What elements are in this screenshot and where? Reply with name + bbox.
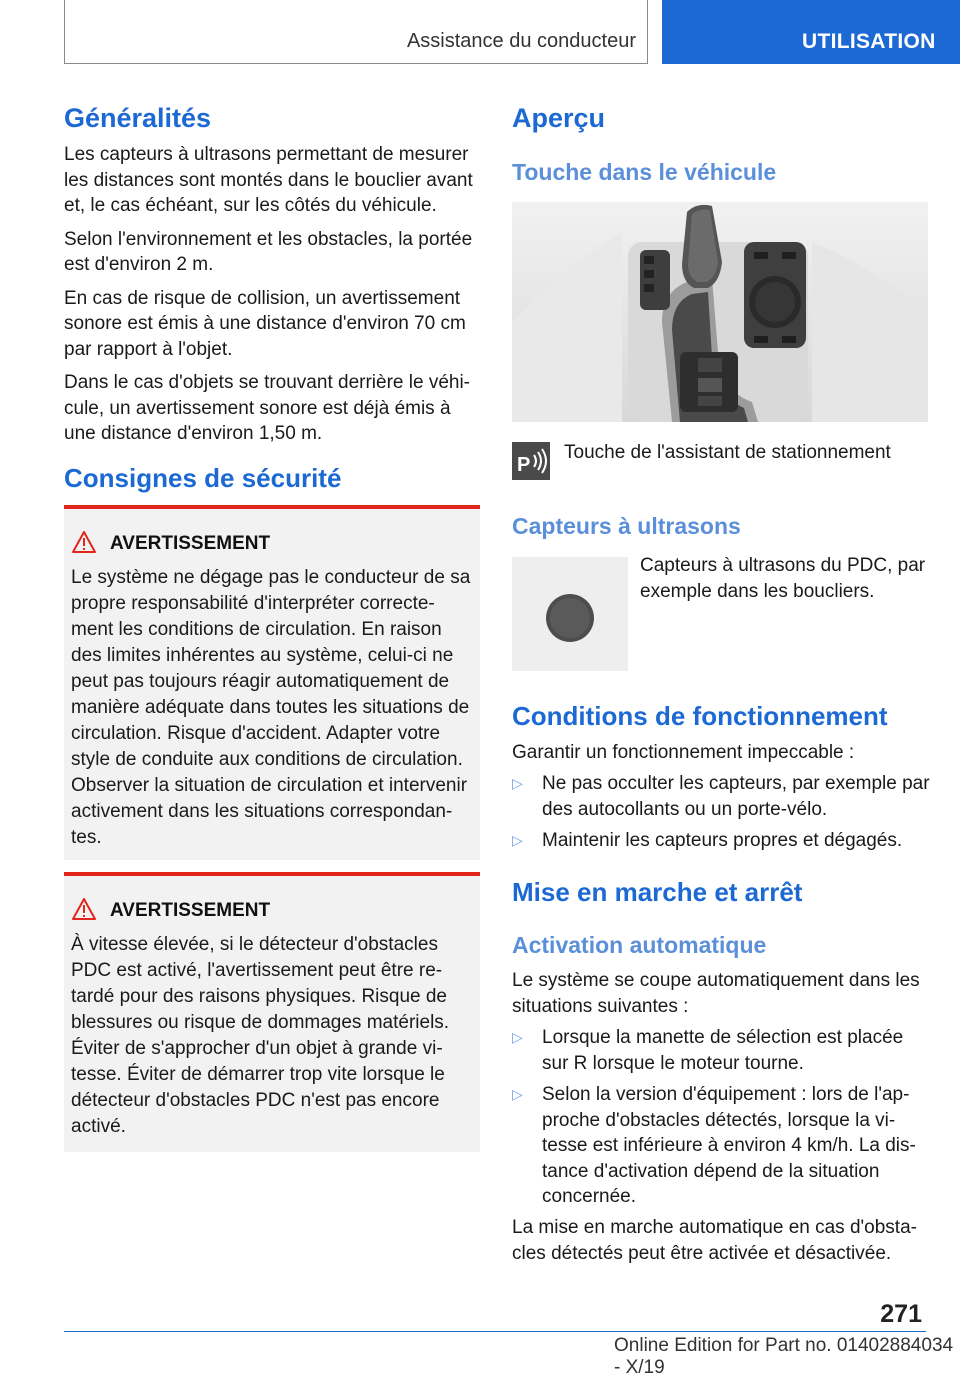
- section-tab-label: UTILISATION: [802, 30, 936, 53]
- text-line: En cas de risque de collision, un avertissement: [64, 287, 461, 309]
- text-line: Le système ne dégage pas le conducteur de sa: [71, 567, 471, 588]
- text-line: Lorsque la manette de sélection est placée: [542, 1027, 904, 1048]
- heading-activation: Activation automatique: [512, 932, 767, 958]
- text-line: cule, un avertissement sonore est déjà émis à: [64, 397, 451, 419]
- activation-outro: [512, 1215, 932, 1266]
- text-line: Observer la situation de circulation et intervenir: [71, 775, 468, 796]
- triangle-bullet-icon: ▷: [512, 1086, 523, 1102]
- warning-label: AVERTISSEMENT: [110, 533, 271, 554]
- text-line: Éviter de s'approcher d'un objet à grande vi‐: [71, 1038, 443, 1059]
- text-line: détecteur d'obstacles PDC n'est pas encore: [71, 1090, 440, 1111]
- heading-apercu: Aperçu: [512, 103, 606, 133]
- text-line: tesse est inférieure à environ 4 km/h. La dis‐: [542, 1135, 916, 1156]
- text-line: situations suivantes :: [512, 995, 689, 1017]
- warning-label: AVERTISSEMENT: [110, 900, 271, 921]
- text-line: exemple dans les boucliers.: [640, 580, 875, 602]
- footer-divider: [64, 1331, 926, 1332]
- text-line: propre responsabilité d'interpréter correcte‐: [71, 593, 435, 614]
- warning-text: [71, 932, 477, 1140]
- heading-capteurs: Capteurs à ultrasons: [512, 513, 741, 539]
- text-line: style de conduite aux conditions de circulation.: [71, 749, 463, 770]
- text-line: tesse. Éviter de démarrer trop vite lorsque le: [71, 1064, 445, 1085]
- triangle-bullet-icon: ▷: [512, 832, 523, 848]
- text-line: des autocollants ou un porte-vélo.: [542, 798, 828, 820]
- text-line: concernée.: [542, 1186, 637, 1207]
- text-line: et, le cas échéant, sur les côtés du véhicule.: [64, 195, 437, 216]
- text-line: circulation. Risque d'accident. Adapter votre: [71, 723, 441, 744]
- section-tab[interactable]: [662, 0, 960, 64]
- text-line: Maintenir les capteurs propres et dégagés.: [542, 830, 903, 851]
- text-line: Les capteurs à ultrasons permettant de mesurer: [64, 144, 469, 165]
- chapter-title: Assistance du conducteur: [406, 30, 636, 52]
- center-console-illustration: [512, 202, 928, 422]
- text-line: Ne pas occulter les capteurs, par exemple par: [542, 773, 930, 794]
- park-assist-glyph: [512, 442, 550, 480]
- center-console-photo: [512, 202, 928, 422]
- text-line: sonore est émis à une distance d'environ 70 cm: [64, 313, 466, 334]
- text-line: PDC est activé, l'avertissement peut être re‐: [71, 960, 443, 981]
- heading-consignes: Consignes de sécurité: [64, 463, 342, 493]
- warning-box-1: [64, 505, 480, 860]
- text-line: peut pas toujours réagir automatiquement de: [71, 671, 450, 692]
- text-line: sur R lorsque le moteur tourne.: [542, 1052, 804, 1074]
- edition-text: Online Edition for Part no. 01402884034 - X/19: [614, 1335, 954, 1378]
- text-line: ment les conditions de circulation. En raison: [71, 619, 442, 640]
- text-line: cles détectés peut être activée et désactivée.: [512, 1242, 892, 1264]
- text-line: tardé pour des raisons physiques. Risque de: [71, 986, 448, 1007]
- text-line: activement dans les situations correspondan‐: [71, 801, 453, 822]
- text-line: proche d'obstacles détectés, lorsque la vi‐: [542, 1109, 896, 1131]
- park-assist-icon[interactable]: [512, 442, 550, 480]
- text-line: Le système se coupe automatiquement dans les: [512, 970, 920, 991]
- generalites-body: [64, 142, 484, 447]
- sensor-circle-icon: [512, 557, 628, 671]
- conditions-intro: Garantir un fonctionnement impeccable :: [512, 742, 855, 763]
- warning-triangle-icon: [72, 898, 96, 920]
- text-line: À vitesse élevée, si le détecteur d'obstacles: [71, 934, 438, 955]
- heading-mise-en-marche: Mise en marche et arrêt: [512, 877, 803, 907]
- text-line: Selon l'environnement et les obstacles, la portée: [64, 228, 473, 250]
- text-line: les distances sont montés dans le bouclier avant: [64, 169, 473, 191]
- text-line: tance d'activation dépend de la situation: [542, 1160, 880, 1182]
- warning-bar: [64, 872, 480, 876]
- text-line: blessures ou risque de dommages matériels.: [71, 1012, 450, 1033]
- text-line: La mise en marche automatique en cas d'obsta‐: [512, 1217, 917, 1238]
- heading-conditions: Conditions de fonctionnement: [512, 701, 888, 731]
- warning-bar: [64, 505, 480, 509]
- text-line: tes.: [71, 827, 102, 848]
- text-line: est d'environ 2 m.: [64, 254, 214, 275]
- activation-intro: [512, 968, 932, 1019]
- heading-touche: Touche dans le véhicule: [512, 159, 777, 185]
- text-line: Selon la version d'équipement : lors de l'ap‐: [542, 1084, 910, 1105]
- text-line: des limites inhérentes au système, celui-ci ne: [71, 645, 454, 666]
- button-caption: Touche de l'assistant de stationnement: [564, 442, 891, 463]
- text-line: par rapport à l'objet.: [64, 338, 233, 360]
- ultrasonic-sensor-image: [512, 557, 628, 671]
- triangle-bullet-icon: ▷: [512, 775, 523, 791]
- text-line: Capteurs à ultrasons du PDC, par: [640, 555, 926, 576]
- svg-text:P: P: [517, 454, 531, 476]
- warning-triangle-icon: [72, 531, 96, 553]
- text-line: une distance d'environ 1,50 m.: [64, 423, 323, 444]
- page-number: 271: [880, 1300, 922, 1328]
- warning-text: [71, 565, 477, 851]
- text-line: manière adéquate dans toutes les situations de: [71, 697, 470, 718]
- heading-generalites: Généralités: [64, 103, 212, 133]
- capteurs-body: [640, 553, 932, 604]
- text-line: activé.: [71, 1116, 126, 1137]
- triangle-bullet-icon: ▷: [512, 1029, 523, 1045]
- warning-box-2: [64, 872, 480, 1152]
- text-line: Dans le cas d'objets se trouvant derrière le véhi‐: [64, 372, 470, 393]
